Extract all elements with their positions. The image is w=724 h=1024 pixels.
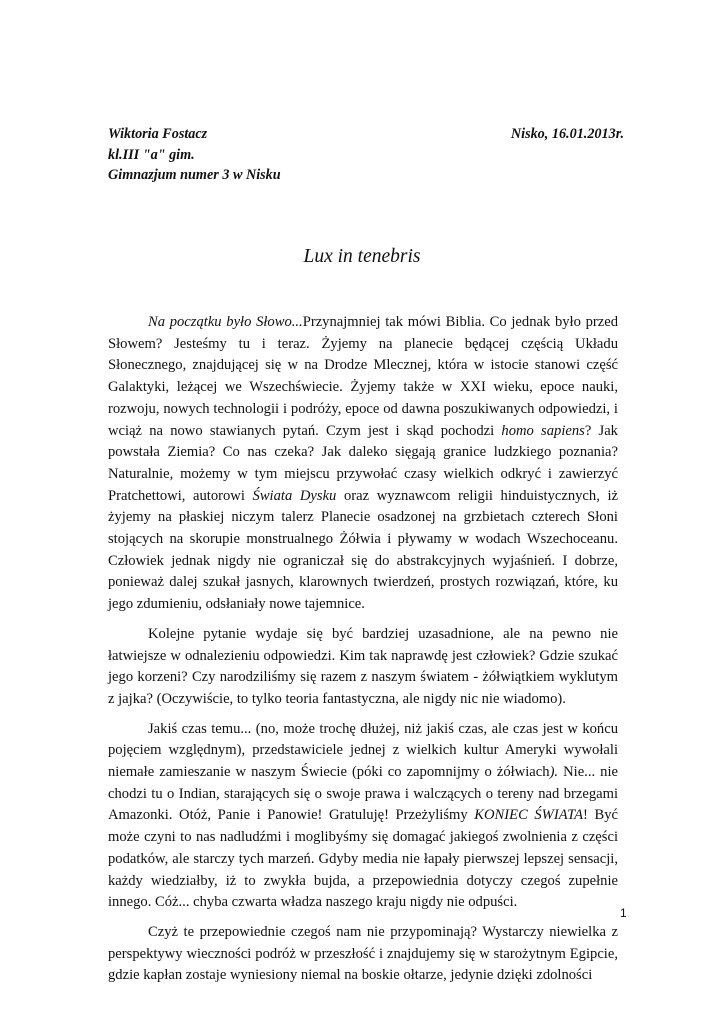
paragraph-2: Kolejne pytanie wydaje się być bardziej uzasadnione, ale na pewno nie łatwiejsze w odnalezieniu odpowiedzi. Kim tak naprawdę jest człowiek? Gdzie szukać jego korzeni? Czy narodziliśmy się razem z naszym światem - żółwiątkiem wyklutym z jajka? (Oczywiście, to tylko teoria fantastyczna, ale nigdy nic nie wiadomo). — [108, 625, 618, 707]
p3-text-c: ! Być może czyni to nas nadludźmi i moglibyśmy się domagać jakiegoś zwolnienia z części podatków, ale starczy tych marzeń. Gdyby media nie łapały pierwszej lepszej sensacji, każdy wiedziałby, iż to zwykła bujda, a przepowiednia dotyczy czegoś zupełnie innego. Cóż... chyba czwarta władza naszego kraju nigdy nie odpuści. — [108, 807, 618, 911]
p1-quote: Na początku było Słowo... — [148, 314, 303, 330]
p1-text-b: ? Jak powstała Ziemia? Co nas czeka? Jak daleko sięgają granice ludzkiego poznania? Naturalnie, możemy w tym miejscu przywołać czasy wielkich odkryć i zawierzyć Pratchettowi, autorowi — [108, 422, 618, 504]
p1-homo-sapiens: homo sapiens — [501, 422, 585, 439]
p1-text-a: Przynajmniej tak mówi Biblia. Co jednak było przed Słowem? Jesteśmy tu i teraz. Żyjemy na planecie będącej częścią Układu Słonecznego, znajdującej się w na Drodze Mlecznej, która w istocie stanowi część Galaktyki, leżącej we Wszechświecie. Żyjemy także w XXI wieku, epoce nauki, rozwoju, nowych technologii i podróży, epoce od dawna poszukiwanych odpowiedzi, i wciąż na nowo stawianych pytań. Czym jest i skąd pochodzi — [108, 314, 618, 439]
essay-title: Lux in tenebris — [303, 246, 421, 267]
p3-italic-close: ). — [549, 764, 559, 781]
essay-body — [108, 312, 618, 987]
paragraph-3 — [108, 719, 618, 914]
paragraph-4: Czyż te przepowiednie czegoś nam nie przypominają? Wystarczy niewielka z perspektywy wieczności podróż w przeszłość i znajdujemy się w starożytnym Egipcie, gdzie kapłan zostaje wyniesiony niemal na boskie ołtarze, jedynie dzięki zdolności — [108, 923, 618, 984]
paragraph-1 — [108, 312, 618, 616]
place-date: Nisko, 16.01.2013r. — [510, 126, 624, 142]
p1-text-c: oraz wyznawcom religii hinduistycznych, iż żyjemy na płaskiej niczym talerz Planecie osadzonej na grzbietach czterech Słoni stojących na skorupie monstrualnego Żółwia i pływamy w wodach Wszechoceanu. Człowiek jednak nigdy nie ograniczał się do abstrakcyjnych wyjaśnień. I dobrze, ponieważ dalej szukał jasnych, klarownych twierdzeń, prostych rozwiązań, które, ku jego zdumieniu, odsłaniały nowe tajemnice. — [108, 487, 618, 613]
school-name: Gimnazjum numer 3 w Nisku — [108, 167, 281, 183]
author-name: Wiktoria Fostacz — [108, 126, 208, 142]
p3-text-b: Nie... nie chodzi tu o Indian, starających się o swoje prawa i walczących o tereny nad brzegami Amazonki. Otóż, Panie i Panowie! Gratuluję! Przeżyliśmy — [108, 764, 618, 824]
p3-koniec-swiata: KONIEC ŚWIATA — [474, 807, 584, 824]
class-line: kl.III "a" gim. — [108, 146, 195, 163]
document-header — [108, 124, 624, 186]
p3-text-a: Jakiś czas temu... (no, może trochę dłużej, niż jakiś czas, ale czas jest w końcu pojęciem względnym), przedstawiciele jednej z wielkich kultur Ameryki wywołali niemałe zamieszanie w naszym Świecie (póki co zapomnijmy o żółwiach — [108, 720, 618, 781]
p1-book-title: Świata Dysku — [252, 487, 337, 504]
page-number: 1 — [620, 906, 627, 920]
